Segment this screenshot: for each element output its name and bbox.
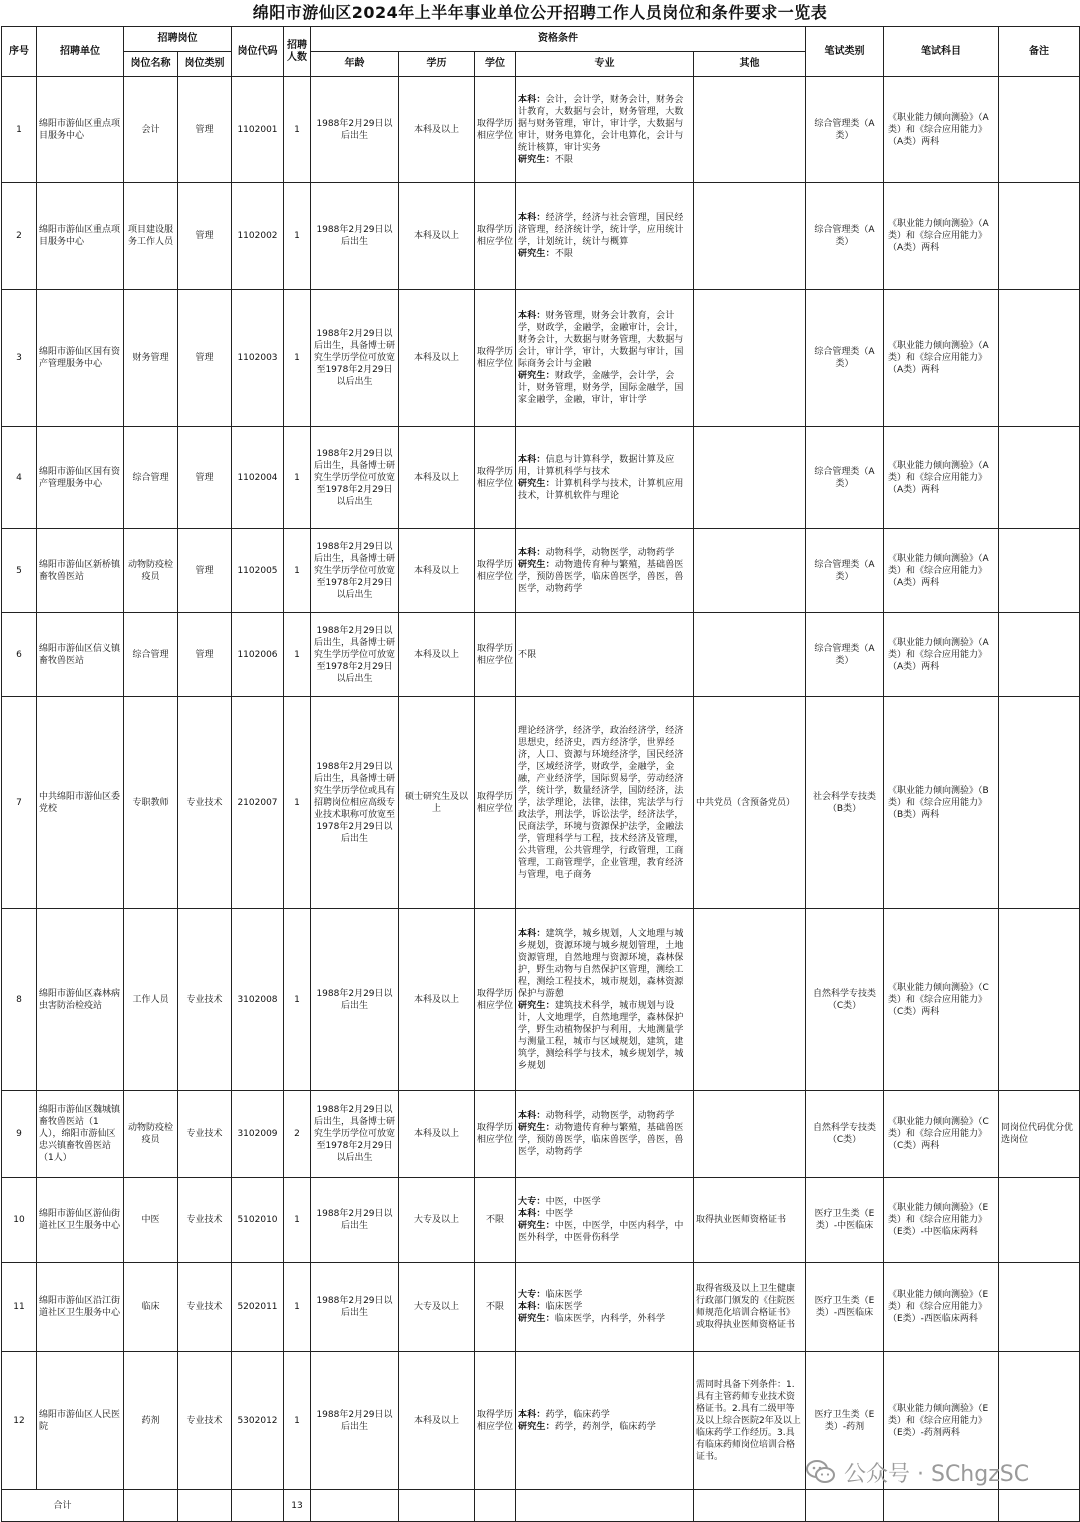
row-post-type: 专业技术 <box>178 1263 232 1352</box>
row-exam-type: 综合管理类（A类） <box>806 290 884 427</box>
major-text: 动物遗传育种与繁殖，基础兽医学，预防兽医学，临床兽医学，兽医，兽医学，动物药学 <box>518 559 684 594</box>
row-unit: 中共绵阳市游仙区委党校 <box>37 697 124 909</box>
table-body <box>2 77 1080 1490</box>
row-seq: 9 <box>2 1091 37 1178</box>
row-post-name: 动物防疫检疫员 <box>124 529 178 613</box>
row-major <box>516 290 694 427</box>
row-remark <box>999 529 1080 613</box>
row-remark: 同岗位代码优分优选岗位 <box>999 1091 1080 1178</box>
major-text: 中医，中医学 <box>545 1197 601 1207</box>
row-education: 本科及以上 <box>399 529 475 613</box>
row-age: 1988年2月29日以后出生，具备博士研究生学历学位可放宽至1978年2月29日以后出生 <box>311 290 399 427</box>
major-line <box>518 1409 691 1421</box>
row-code: 3102009 <box>232 1091 284 1178</box>
major-text: 动物科学，动物医学，动物药学 <box>545 1111 675 1121</box>
row-post-name: 药剂 <box>124 1352 178 1490</box>
row-exam-type: 医疗卫生类（E类）-西医临床 <box>806 1263 884 1352</box>
table-row <box>2 613 1080 697</box>
row-post-type: 管理 <box>178 290 232 427</box>
row-education: 大专及以上 <box>399 1178 475 1263</box>
row-remark <box>999 183 1080 290</box>
major-level-label: 研究生： <box>518 371 555 381</box>
row-education: 本科及以上 <box>399 183 475 290</box>
row-age: 1988年2月29日以后出生，具备博士研究生学历学位可放宽至1978年2月29日以后出生 <box>311 427 399 529</box>
row-major <box>516 909 694 1091</box>
row-other <box>694 613 806 697</box>
major-line <box>518 94 691 154</box>
row-code: 1102002 <box>232 183 284 290</box>
row-count: 1 <box>284 613 311 697</box>
major-text: 不限 <box>518 649 537 660</box>
row-other <box>694 183 806 290</box>
major-line <box>518 559 691 595</box>
major-line <box>518 1110 691 1122</box>
row-degree: 取得学历相应学位 <box>475 77 516 183</box>
major-text: 建筑技术科学，城市规划与设计，人文地理学，自然地理学，森林保护学，野生动植物保护与利用，大地测量学与测量工程，城市与区域规划，建筑，建筑学，测绘科学与技术，城乡规划学，城乡规划 <box>518 1000 684 1071</box>
row-degree: 取得学历相应学位 <box>475 909 516 1091</box>
major-text: 药学，临床药学 <box>545 1409 611 1420</box>
row-seq: 8 <box>2 909 37 1091</box>
row-count: 1 <box>284 529 311 613</box>
row-education: 大专及以上 <box>399 1263 475 1352</box>
row-post-type: 专业技术 <box>178 909 232 1091</box>
major-level-label: 本科： <box>518 1111 546 1121</box>
row-other <box>694 529 806 613</box>
major-level-label: 大专： <box>518 1197 546 1207</box>
row-other: 取得执业医师资格证书 <box>694 1178 806 1263</box>
row-exam-subject: 《职业能力倾向测验》（C类）和《综合应用能力》（C类）两科 <box>884 909 999 1091</box>
row-unit: 绵阳市游仙区游仙街道社区卫生服务中心 <box>37 1178 124 1263</box>
major-text: 不限 <box>554 154 574 165</box>
row-seq: 7 <box>2 697 37 909</box>
row-remark <box>999 613 1080 697</box>
watermark <box>806 1452 1076 1492</box>
row-exam-subject: 《职业能力倾向测验》（A类）和《综合应用能力》（A类）两科 <box>884 290 999 427</box>
row-post-name: 财务管理 <box>124 290 178 427</box>
row-count: 1 <box>284 697 311 909</box>
row-age: 1988年2月29日以后出生，具备博士研究生学历学位或具有招聘岗位相应高级专业技术职称可放宽至1978年2月29日以后出生 <box>311 697 399 909</box>
row-exam-type: 医疗卫生类（E类）-中医临床 <box>806 1178 884 1263</box>
row-age: 1988年2月29日以后出生 <box>311 1178 399 1263</box>
header-post-name: 岗位名称 <box>124 52 178 77</box>
row-degree: 不限 <box>475 1178 516 1263</box>
table-row <box>2 697 1080 909</box>
row-exam-subject: 《职业能力倾向测验》（A类）和《综合应用能力》（A类）两科 <box>884 427 999 529</box>
major-line <box>518 1301 691 1313</box>
row-major <box>516 1263 694 1352</box>
major-level-label: 本科： <box>518 928 546 939</box>
row-other <box>694 77 806 183</box>
row-code: 1102006 <box>232 613 284 697</box>
table-row <box>2 1091 1080 1178</box>
row-age: 1988年2月29日以后出生 <box>311 909 399 1091</box>
row-major <box>516 529 694 613</box>
header-degree: 学位 <box>475 52 516 77</box>
major-line <box>518 454 691 478</box>
row-post-name: 动物防疫检疫员 <box>124 1091 178 1178</box>
row-exam-subject: 《职业能力倾向测验》（B类）和《综合应用能力》（B类）两科 <box>884 697 999 909</box>
row-unit: 绵阳市游仙区魏城镇畜牧兽医站（1人），绵阳市游仙区忠兴镇畜牧兽医站（1人） <box>37 1091 124 1178</box>
row-post-type: 管理 <box>178 183 232 290</box>
major-line <box>518 547 691 559</box>
major-level-label: 本科： <box>518 547 546 558</box>
row-exam-subject: 《职业能力倾向测验》（E类）和《综合应用能力》（E类）-药剂两科 <box>884 1352 999 1490</box>
row-major <box>516 427 694 529</box>
major-level-label: 研究生： <box>518 1000 555 1011</box>
row-unit: 绵阳市游仙区沿江街道社区卫生服务中心 <box>37 1263 124 1352</box>
major-text: 信息与计算科学，数据计算及应用，计算机科学与技术 <box>518 454 675 477</box>
total-label: 合计 <box>2 1490 124 1522</box>
row-education: 本科及以上 <box>399 1091 475 1178</box>
recruitment-table <box>1 26 1080 1522</box>
row-post-name: 工作人员 <box>124 909 178 1091</box>
row-degree: 取得学历相应学位 <box>475 427 516 529</box>
row-major <box>516 1178 694 1263</box>
row-degree: 取得学历相应学位 <box>475 1091 516 1178</box>
major-line <box>518 248 691 260</box>
row-unit: 绵阳市游仙区新桥镇畜牧兽医站 <box>37 529 124 613</box>
row-education: 本科及以上 <box>399 909 475 1091</box>
row-post-type: 专业技术 <box>178 1091 232 1178</box>
row-remark <box>999 697 1080 909</box>
row-exam-subject: 《职业能力倾向测验》（E类）和《综合应用能力》（E类）-西医临床两科 <box>884 1263 999 1352</box>
table-row <box>2 290 1080 427</box>
major-level-label: 研究生： <box>518 559 555 570</box>
row-major <box>516 697 694 909</box>
row-post-name: 会计 <box>124 77 178 183</box>
row-degree: 取得学历相应学位 <box>475 529 516 613</box>
row-code: 1102003 <box>232 290 284 427</box>
major-line <box>518 928 691 1000</box>
row-exam-type: 综合管理类（A类） <box>806 613 884 697</box>
row-age: 1988年2月29日以后出生 <box>311 183 399 290</box>
row-remark <box>999 1263 1080 1352</box>
row-other: 需同时具备下列条件：1.具有主管药师专业技术资格证书。2.具有二级甲等及以上综合医院2年及以上临床药学工作经历。3.具有临床药师岗位培训合格证书。 <box>694 1352 806 1490</box>
major-line <box>518 1196 691 1208</box>
row-seq: 1 <box>2 77 37 183</box>
row-degree: 不限 <box>475 1263 516 1352</box>
row-exam-type: 综合管理类（A类） <box>806 77 884 183</box>
row-remark <box>999 290 1080 427</box>
major-line <box>518 1313 691 1325</box>
row-unit: 绵阳市游仙区人民医院 <box>37 1352 124 1490</box>
row-seq: 2 <box>2 183 37 290</box>
row-post-type: 管理 <box>178 427 232 529</box>
row-post-name: 临床 <box>124 1263 178 1352</box>
row-remark <box>999 1178 1080 1263</box>
row-unit: 绵阳市游仙区国有资产管理服务中心 <box>37 290 124 427</box>
major-level-label: 本科： <box>518 1409 546 1420</box>
header-major: 专业 <box>516 52 694 77</box>
row-degree: 取得学历相应学位 <box>475 1352 516 1490</box>
row-unit: 绵阳市游仙区重点项目服务中心 <box>37 77 124 183</box>
major-text: 临床医学 <box>545 1302 583 1312</box>
header-unit: 招聘单位 <box>37 27 124 77</box>
major-line <box>518 725 691 881</box>
row-code: 2102007 <box>232 697 284 909</box>
row-other <box>694 427 806 529</box>
major-line <box>518 478 691 502</box>
table-row <box>2 1178 1080 1263</box>
row-major <box>516 1091 694 1178</box>
row-degree: 取得学历相应学位 <box>475 290 516 427</box>
row-post-name: 中医 <box>124 1178 178 1263</box>
table-row <box>2 427 1080 529</box>
row-age: 1988年2月29日以后出生 <box>311 77 399 183</box>
major-text: 建筑学，城乡规划，人文地理与城乡规划，资源环境与城乡规划管理，土地资源管理，自然地理与资源环境，森林保护，野生动物与自然保护区管理，测绘工程，测绘工程技术，城市规划，森林资源保护与游憩 <box>518 928 684 999</box>
row-major <box>516 77 694 183</box>
row-post-type: 管理 <box>178 613 232 697</box>
row-age: 1988年2月29日以后出生 <box>311 1263 399 1352</box>
row-post-name: 综合管理 <box>124 613 178 697</box>
row-code: 5202011 <box>232 1263 284 1352</box>
row-education: 硕士研究生及以上 <box>399 697 475 909</box>
major-text: 经济学，经济与社会管理，国民经济管理，经济统计学，统计学，应用统计学，计划统计，统计与概算 <box>518 213 684 247</box>
row-exam-type: 自然科学专技类（C类） <box>806 909 884 1091</box>
major-level-label: 本科： <box>518 1302 546 1312</box>
major-level-label: 研究生： <box>518 154 555 165</box>
header-qualification: 资格条件 <box>311 27 806 52</box>
row-post-name: 综合管理 <box>124 427 178 529</box>
major-text: 计算机科学与技术，计算机应用技术，计算机软件与理论 <box>518 478 684 501</box>
row-exam-subject: 《职业能力倾向测验》（E类）和《综合应用能力》（E类）-中医临床两科 <box>884 1178 999 1263</box>
header-age: 年龄 <box>311 52 399 77</box>
major-line <box>518 370 691 406</box>
row-remark <box>999 427 1080 529</box>
major-line <box>518 1220 691 1244</box>
major-level-label: 研究生： <box>518 1123 555 1133</box>
row-count: 1 <box>284 1263 311 1352</box>
row-exam-type: 社会科学专技类（B类） <box>806 697 884 909</box>
major-text: 财务管理，财务会计教育，会计学，财政学，金融学，金融审计，会计，财务会计，大数据与财务管理，大数据与会计，审计学，审计，大数据与审计，国际商务会计与金融 <box>518 311 684 369</box>
row-seq: 5 <box>2 529 37 613</box>
header-education: 学历 <box>399 52 475 77</box>
row-count: 1 <box>284 1352 311 1490</box>
row-exam-type: 综合管理类（A类） <box>806 183 884 290</box>
row-other <box>694 1091 806 1178</box>
row-code: 5302012 <box>232 1352 284 1490</box>
table-row <box>2 77 1080 183</box>
major-level-label: 大专： <box>518 1290 546 1300</box>
row-remark <box>999 77 1080 183</box>
row-seq: 10 <box>2 1178 37 1263</box>
row-post-name: 专职教师 <box>124 697 178 909</box>
row-post-type: 管理 <box>178 77 232 183</box>
major-text: 中医，中医学，中医内科学，中医外科学，中医骨伤科学 <box>518 1221 684 1243</box>
row-exam-type: 综合管理类（A类） <box>806 427 884 529</box>
header-count: 招聘人数 <box>284 27 311 77</box>
major-level-label: 研究生： <box>518 1421 555 1432</box>
major-level-label: 研究生： <box>518 249 555 259</box>
row-code: 3102008 <box>232 909 284 1091</box>
wechat-icon <box>806 1459 836 1485</box>
row-major <box>516 613 694 697</box>
row-remark <box>999 909 1080 1091</box>
major-level-label: 本科： <box>518 454 546 465</box>
major-text: 理论经济学，经济学，政治经济学，经济思想史，经济史，西方经济学，世界经济，人口、资源与环境经济学，国民经济学，区域经济学，财政学，金融学，金融，产业经济学，国际贸易学，劳动经济学，统计学，数量经济学，国防经济，法学，法学理论，法律，法律，宪法学与行政法学，刑法学，诉讼法学，经济法学，民商法学，环境与资源保护法学，金融法学，管理科学与工程，技术经济及管理，公共管理，公共管理学，行政管理，工商管理，工商管理学，企业管理，教育经济与管理，电子商务 <box>518 725 684 880</box>
row-seq: 6 <box>2 613 37 697</box>
major-line <box>518 1208 691 1220</box>
row-major <box>516 1352 694 1490</box>
row-exam-type: 综合管理类（A类） <box>806 529 884 613</box>
major-line <box>518 1000 691 1072</box>
major-level-label: 研究生： <box>518 478 555 489</box>
total-row <box>2 1490 1080 1522</box>
major-text: 临床医学 <box>545 1290 583 1300</box>
row-other <box>694 909 806 1091</box>
row-post-name: 项目建设服务工作人员 <box>124 183 178 290</box>
row-count: 1 <box>284 77 311 183</box>
row-code: 1102001 <box>232 77 284 183</box>
major-line <box>518 212 691 248</box>
row-exam-subject: 《职业能力倾向测验》（A类）和《综合应用能力》（A类）两科 <box>884 529 999 613</box>
major-text: 财政学，金融学，会计学，会计，财务管理，财务学，国际金融学，国家金融学，金融，审计，审计学 <box>518 371 684 405</box>
row-age: 1988年2月29日以后出生，具备博士研究生学历学位可放宽至1978年2月29日以后出生 <box>311 613 399 697</box>
header-seq: 序号 <box>2 27 37 77</box>
major-line <box>518 649 691 661</box>
row-education: 本科及以上 <box>399 613 475 697</box>
table-row <box>2 183 1080 290</box>
row-education: 本科及以上 <box>399 77 475 183</box>
row-major <box>516 183 694 290</box>
major-line <box>518 1122 691 1158</box>
row-other <box>694 290 806 427</box>
major-level-label: 研究生： <box>518 1314 555 1324</box>
major-line <box>518 310 691 370</box>
row-post-type: 管理 <box>178 529 232 613</box>
row-exam-subject: 《职业能力倾向测验》（A类）和《综合应用能力》（A类）两科 <box>884 183 999 290</box>
header-exam-subject: 笔试科目 <box>884 27 999 77</box>
row-age: 1988年2月29日以后出生 <box>311 1352 399 1490</box>
major-line <box>518 1421 691 1433</box>
row-post-type: 专业技术 <box>178 1352 232 1490</box>
row-unit: 绵阳市游仙区信义镇畜牧兽医站 <box>37 613 124 697</box>
row-age: 1988年2月29日以后出生，具备博士研究生学历学位可放宽至1978年2月29日以后出生 <box>311 529 399 613</box>
row-unit: 绵阳市游仙区重点项目服务中心 <box>37 183 124 290</box>
total-count: 13 <box>284 1490 311 1522</box>
row-code: 1102005 <box>232 529 284 613</box>
row-post-type: 专业技术 <box>178 1178 232 1263</box>
row-seq: 12 <box>2 1352 37 1490</box>
row-count: 1 <box>284 1178 311 1263</box>
row-seq: 4 <box>2 427 37 529</box>
major-level-label: 本科： <box>518 311 546 321</box>
major-text: 药学，药剂学，临床药学 <box>554 1421 657 1432</box>
row-exam-subject: 《职业能力倾向测验》（A类）和《综合应用能力》（A类）两科 <box>884 77 999 183</box>
row-code: 1102004 <box>232 427 284 529</box>
table-row <box>2 909 1080 1091</box>
row-unit: 绵阳市游仙区国有资产管理服务中心 <box>37 427 124 529</box>
row-education: 本科及以上 <box>399 1352 475 1490</box>
watermark-text: 公众号 · SChgzSC <box>844 1461 1030 1487</box>
row-degree: 取得学历相应学位 <box>475 183 516 290</box>
header-other: 其他 <box>694 52 806 77</box>
major-level-label: 本科： <box>518 1209 546 1219</box>
row-other: 中共党员（含预备党员） <box>694 697 806 909</box>
row-count: 1 <box>284 183 311 290</box>
major-text: 动物遗传育种与繁殖，基础兽医学，预防兽医学，临床兽医学，兽医，兽医学，动物药学 <box>518 1123 684 1157</box>
row-code: 5102010 <box>232 1178 284 1263</box>
row-exam-type: 医疗卫生类（E类）-药剂 <box>806 1352 884 1490</box>
header-post-group: 招聘岗位 <box>124 27 232 52</box>
header-remark: 备注 <box>999 27 1080 77</box>
header-post-type: 岗位类别 <box>178 52 232 77</box>
row-exam-subject: 《职业能力倾向测验》（C类）和《综合应用能力》（C类）两科 <box>884 1091 999 1178</box>
row-education: 本科及以上 <box>399 427 475 529</box>
row-other: 取得省级及以上卫生健康行政部门颁发的《住院医师规范化培训合格证书》或取得执业医师资格证书 <box>694 1263 806 1352</box>
table-row <box>2 529 1080 613</box>
major-text: 临床医学，内科学，外科学 <box>554 1314 666 1324</box>
major-text: 会计，会计学，财务会计，财务会计教育，大数据与会计，财务管理，大数据与财务管理，审计，审计学，大数据与审计，财务电算化，会计电算化，会计与统计核算，审计实务 <box>518 94 684 153</box>
row-degree: 取得学历相应学位 <box>475 697 516 909</box>
header-code: 岗位代码 <box>232 27 284 77</box>
major-level-label: 研究生： <box>518 1221 555 1231</box>
row-seq: 3 <box>2 290 37 427</box>
major-level-label: 本科： <box>518 213 546 223</box>
header-exam-type: 笔试类别 <box>806 27 884 77</box>
row-seq: 11 <box>2 1263 37 1352</box>
major-text: 动物科学，动物医学，动物药学 <box>545 547 675 558</box>
row-unit: 绵阳市游仙区森林病虫害防治检疫站 <box>37 909 124 1091</box>
row-education: 本科及以上 <box>399 290 475 427</box>
table-row <box>2 1263 1080 1352</box>
row-count: 1 <box>284 427 311 529</box>
row-count: 1 <box>284 909 311 1091</box>
major-level-label: 本科： <box>518 94 546 105</box>
row-exam-subject: 《职业能力倾向测验》（A类）和《综合应用能力》（A类）两科 <box>884 613 999 697</box>
row-exam-type: 自然科学专技类（C类） <box>806 1091 884 1178</box>
row-post-type: 专业技术 <box>178 697 232 909</box>
major-text: 不限 <box>554 249 574 259</box>
page-title: 绵阳市游仙区2024年上半年事业单位公开招聘工作人员岗位和条件要求一览表 <box>252 3 828 22</box>
major-line <box>518 1289 691 1301</box>
row-count: 2 <box>284 1091 311 1178</box>
major-line <box>518 154 691 166</box>
row-degree: 取得学历相应学位 <box>475 613 516 697</box>
row-age: 1988年2月29日以后出生，具备博士研究生学历学位可放宽至1978年2月29日以后出生 <box>311 1091 399 1178</box>
row-count: 1 <box>284 290 311 427</box>
major-text: 中医学 <box>545 1209 574 1219</box>
